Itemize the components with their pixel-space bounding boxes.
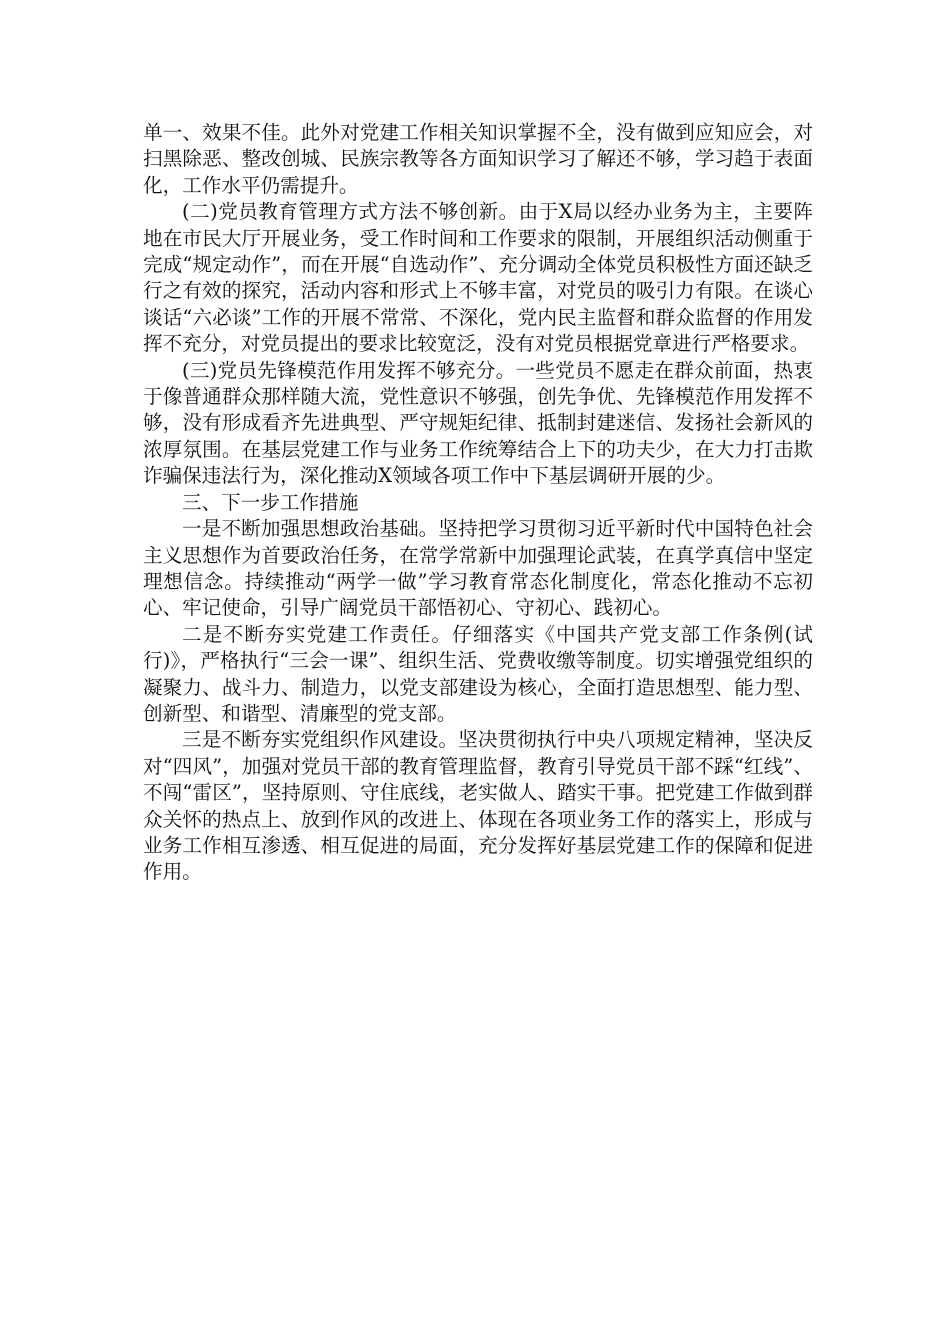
paragraph-continuation: 单一、效果不佳。此外对党建工作相关知识掌握不全，没有做到应知应会，对扫黑除恶、整改创城、民族宗教等各方面知识学习了解还不够，学习趋于表面化，工作水平仍需提升。 xyxy=(143,121,813,197)
paragraph-measure-1: 一是不断加强思想政治基础。坚持把学习贯彻习近平新时代中国特色社会主义思想作为首要政治任务，在常学常新中加强理论武装，在真学真信中坚定理想信念。持续推动“两学一做”学习教育常态化制度化，常态化推动不忘初心、牢记使命，引导广阔党员干部悟初心、守初心、践初心。 xyxy=(143,517,813,620)
paragraph-measure-2: 二是不断夯实党建工作责任。仔细落实《中国共产党支部工作条例(试行)》，严格执行“三会一课”、组织生活、党费收缴等制度。切实增强党组织的凝聚力、战斗力、制造力，以党支部建设为核心，全面打造思想型、能力型、创新型、和谐型、清廉型的党支部。 xyxy=(143,622,813,725)
paragraph-section-2: (二)党员教育管理方式方法不够创新。由于X局以经办业务为主，主要阵地在市民大厅开展业务，受工作时间和工作要求的限制，开展组织活动侧重于完成“规定动作”，而在开展“自选动作”、充分调动全体党员积极性方面还缺乏行之有效的探究，活动内容和形式上不够丰富，对党员的吸引力有限。在谈心谈话“六必谈”工作的开展不常常、不深化，党内民主监督和群众监督的作用发挥不充分，对党员提出的要求比较宽泛，没有对党员根据党章进行严格要求。 xyxy=(143,200,813,356)
paragraph-measure-3: 三是不断夯实党组织作风建设。坚决贯彻执行中央八项规定精神，坚决反对“四风”，加强对党员干部的教育管理监督，教育引导党员干部不踩“红线”、不闯“雷区”，坚持原则、守住底线，老实做人、踏实干事。把党建工作做到群众关怀的热点上、放到作风的改进上、体现在各项业务工作的落实上，形成与业务工作相互渗透、相互促进的局面，充分发挥好基层党建工作的保障和促进作用。 xyxy=(143,728,813,884)
document-body xyxy=(143,120,813,886)
section-heading-next-steps: 三、下一步工作措施 xyxy=(182,490,359,514)
paragraph-section-3: (三)党员先锋模范作用发挥不够充分。一些党员不愿走在群众前面，热衷于像普通群众那样随大流，党性意识不够强，创先争优、先锋模范作用发挥不够，没有形成看齐先进典型、严守规矩纪律、抵制封建迷信、发扬社会新风的浓厚氛围。在基层党建工作与业务工作统筹结合上下的功夫少，在大力打击欺诈骗保违法行为，深化推动X领域各项工作中下基层调研开展的少。 xyxy=(143,358,813,488)
